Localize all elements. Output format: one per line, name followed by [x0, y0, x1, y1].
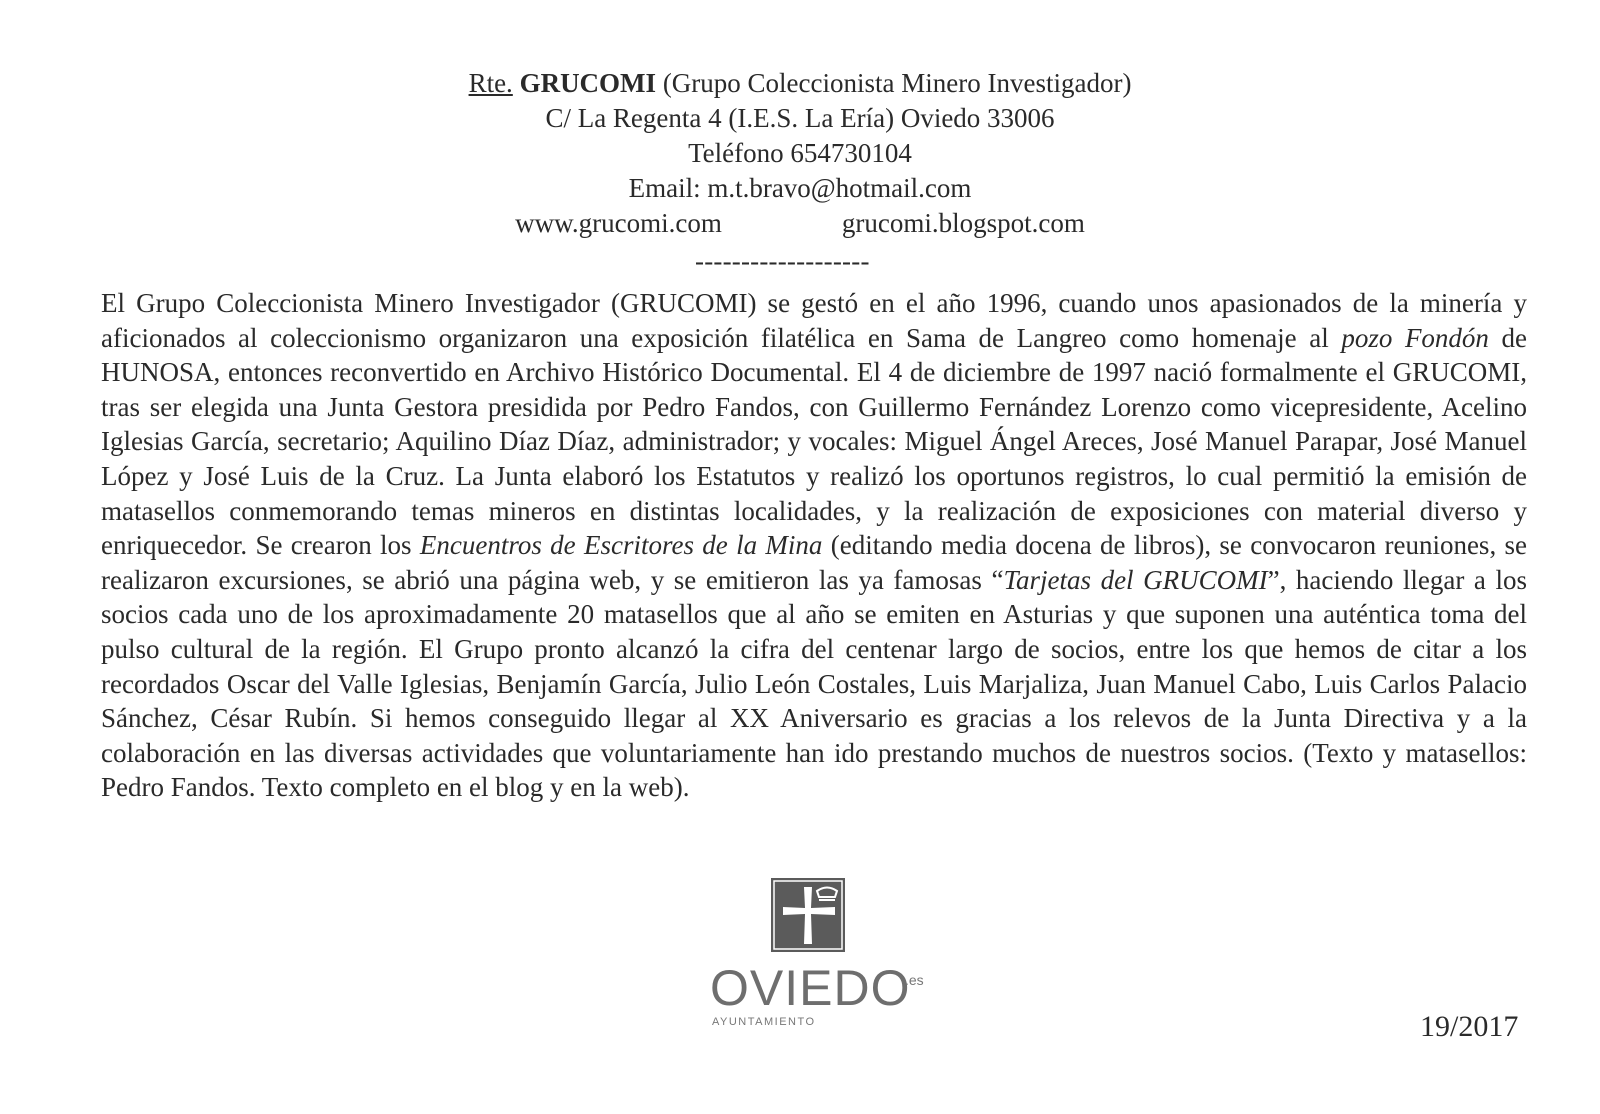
- paragraph-segment: El Grupo Coleccionista Minero Investigador (GRUCOMI) se gestó en el año 1996, cuando unos apasionados de la minería y aficionados al coleccionismo organizaron una exposición filatélica en Sama de Langreo como homenaje al: [101, 288, 1527, 353]
- website-link[interactable]: www.grucomi.com: [515, 208, 722, 238]
- sender-phone: Teléfono 654730104: [688, 138, 912, 168]
- paragraph-segment: ”, haciendo llegar a los socios cada uno de los aproximadamente 20 matasellos que al año se emiten en Asturias y que suponen una auténtica toma del pulso cultural de la región. El Grupo pronto alcanzó la cifra del centenar largo de socios, entre los que hemos de citar a los recordados Oscar del Valle Iglesias, Benjamín García, Julio León Costales, Luis Marjaliza, Juan Manuel Cabo, Luis Carlos Palacio Sánchez, César Rubín. Si hemos conseguido llegar al XX Aniversario es gracias a los relevos de la Junta Directiva y a la colaboración en las diversas actividades que voluntariamente han ido prestando muchos de nuestros socios. (Texto y matasellos: Pedro Fandos. Texto completo en el blog y en la web).: [101, 564, 1527, 803]
- paragraph-segment: de HUNOSA, entonces reconvertido en Archivo Histórico Documental. El 4 de diciembre de 1997 nació formalmente el GRUCOMI, tras ser elegida una Junta Gestora presidida por Pedro Fandos, con Guillermo Fernández Lorenzo como vicepresidente, Acelino Iglesias García, secretario; Aquilino Díaz Díaz, administrador; y vocales: Miguel Ángel Areces, José Manuel Parapar, José Manuel López y José Luis de la Cruz. La Junta elaboró los Estatutos y realizó los oportunos registros, lo cual permitió la emisión de matasellos conmemorando temas mineros en distintas localidades, y la realización de exposiciones con material diverso y enriquecedor. Se crearon los: [101, 322, 1528, 561]
- pozo-fondon-text: pozo Fondón: [1341, 322, 1489, 353]
- document-number: 19/2017: [1420, 1010, 1519, 1043]
- sender-header: [0, 66, 1600, 241]
- oviedo-domain-suffix: .es: [905, 972, 924, 988]
- asturias-cross-icon: [771, 878, 845, 952]
- sender-email: Email: m.t.bravo@hotmail.com: [628, 173, 972, 203]
- sender-name-line: [0, 66, 1600, 101]
- oviedo-wordmark: OVIEDO: [710, 960, 911, 1016]
- sender-label: Rte.: [468, 68, 513, 98]
- org-full-name: (Grupo Coleccionista Minero Investigador): [662, 68, 1132, 98]
- org-abbreviation: GRUCOMI: [519, 68, 657, 98]
- sender-address: C/ La Regenta 4 (I.E.S. La Ería) Oviedo 33006: [545, 103, 1055, 133]
- blog-link[interactable]: grucomi.blogspot.com: [841, 208, 1085, 238]
- history-paragraph: [101, 286, 1527, 805]
- encuentros-title: Encuentros de Escritores de la Mina: [419, 530, 823, 561]
- sender-web-line: [0, 206, 1600, 241]
- oviedo-logo-badge: [771, 878, 845, 952]
- dashed-separator: -------------------: [695, 246, 870, 276]
- paragraph-segment: (editando media docena de libros), se convocaron reuniones, se realizaron excursiones, se abrió una página web, y se emitieron las ya famosas “: [101, 530, 1527, 595]
- ayuntamiento-label: AYUNTAMIENTO: [712, 1016, 816, 1028]
- tarjetas-title: Tarjetas del GRUCOMI: [1003, 564, 1268, 595]
